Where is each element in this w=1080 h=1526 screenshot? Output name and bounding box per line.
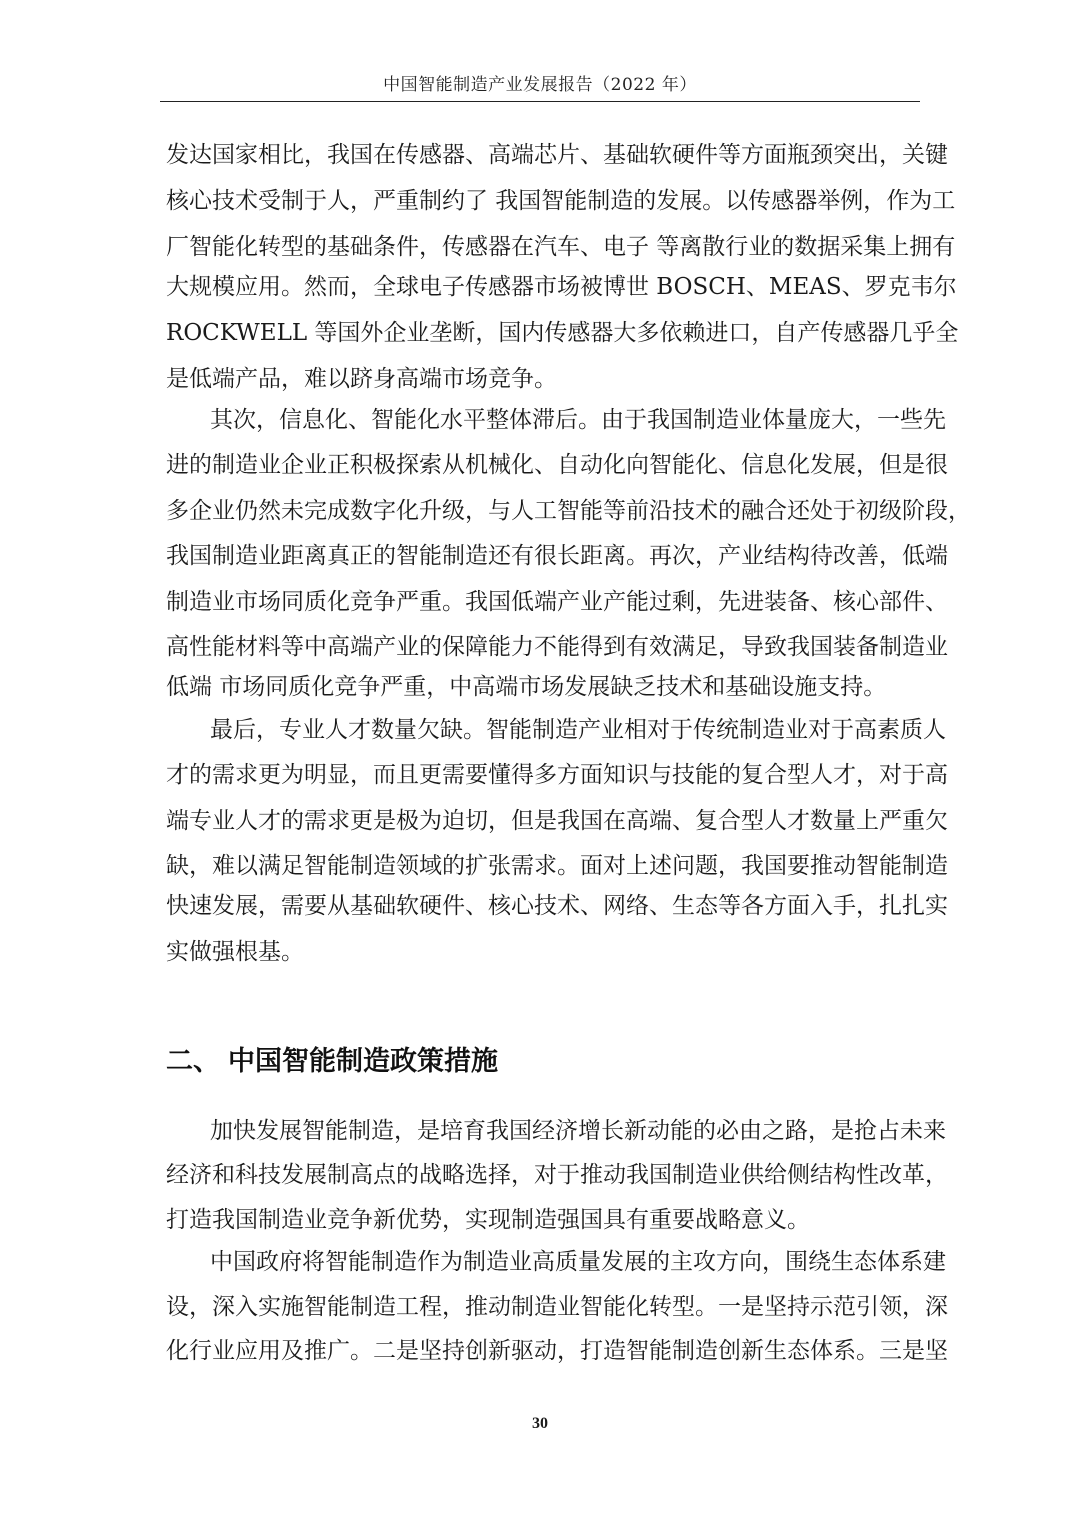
text-line: 中国政府将智能制造作为制造业高质量发展的主攻方向，围绕生态体系建: [210, 1249, 946, 1275]
text-line: 发达国家相比，我国在传感器、高端芯片、基础软硬件等方面瓶颈突出，关键: [166, 142, 948, 168]
text-line: 其次，信息化、智能化水平整体滞后。由于我国制造业体量庞大，一些先: [210, 407, 946, 433]
text-line: 低端 市场同质化竞争严重，中高端市场发展缺乏技术和基础设施支持。: [166, 674, 887, 700]
text-line: 加快发展智能制造，是培育我国经济增长新动能的必由之路，是抢占未来: [210, 1118, 946, 1144]
text-line: 化行业应用及推广。二是坚持创新驱动，打造智能制造创新生态体系。三是坚: [166, 1338, 948, 1364]
text-line: ROCKWELL 等国外企业垄断，国内传感器大多依赖进口，自产传感器几乎全: [166, 320, 959, 346]
text-line: 高性能材料等中高端产业的保障能力不能得到有效满足，导致我国装备制造业: [166, 634, 948, 660]
section-heading: [166, 1040, 498, 1084]
section-number: 二、: [166, 1046, 220, 1077]
text-line: 设，深入实施智能制造工程，推动制造业智能化转型。一是坚持示范引领，深: [166, 1294, 948, 1320]
page-number: 30: [532, 1415, 548, 1432]
text-line: 厂智能化转型的基础条件，传感器在汽车、电子 等离散行业的数据采集上拥有: [166, 234, 956, 260]
text-line: 制造业市场同质化竞争严重。我国低端产业产能过剩，先进装备、核心部件、: [166, 589, 948, 615]
section-title: 中国智能制造政策措施: [228, 1046, 498, 1077]
text-line: 大规模应用。然而，全球电子传感器市场被博世 BOSCH、MEAS、罗克韦尔: [166, 274, 957, 300]
header-divider: [160, 101, 920, 102]
text-line: 打造我国制造业竞争新优势，实现制造强国具有重要战略意义。: [166, 1207, 810, 1233]
text-line: 进的制造业企业正积极探索从机械化、自动化向智能化、信息化发展，但是很: [166, 452, 948, 478]
text-line: 我国制造业距离真正的智能制造还有很长距离。再次，产业结构待改善，低端: [166, 543, 948, 569]
text-line: 多企业仍然未完成数字化升级，与人工智能等前沿技术的融合还处于初级阶段，: [166, 498, 971, 524]
text-line: 端专业人才的需求更是极为迫切，但是我国在高端、复合型人才数量上严重欠: [166, 808, 948, 834]
text-line: 核心技术受制于人，严重制约了 我国智能制造的发展。以传感器举例，作为工: [166, 188, 956, 214]
text-line: 才的需求更为明显，而且更需要懂得多方面知识与技能的复合型人才，对于高: [166, 762, 948, 788]
text-line: 快速发展，需要从基础软硬件、核心技术、网络、生态等各方面入手，扎扎实: [166, 893, 948, 919]
header-title: 中国智能制造产业发展报告（2022 年）: [383, 75, 697, 95]
text-line: 实做强根基。: [166, 939, 304, 965]
text-line: 缺，难以满足智能制造领域的扩张需求。面对上述问题，我国要推动智能制造: [166, 853, 948, 879]
text-line: 是低端产品，难以跻身高端市场竞争。: [166, 366, 557, 392]
text-line: 最后，专业人才数量欠缺。智能制造产业相对于传统制造业对于高素质人: [210, 717, 946, 743]
text-line: 经济和科技发展制高点的战略选择，对于推动我国制造业供给侧结构性改革，: [166, 1162, 948, 1188]
